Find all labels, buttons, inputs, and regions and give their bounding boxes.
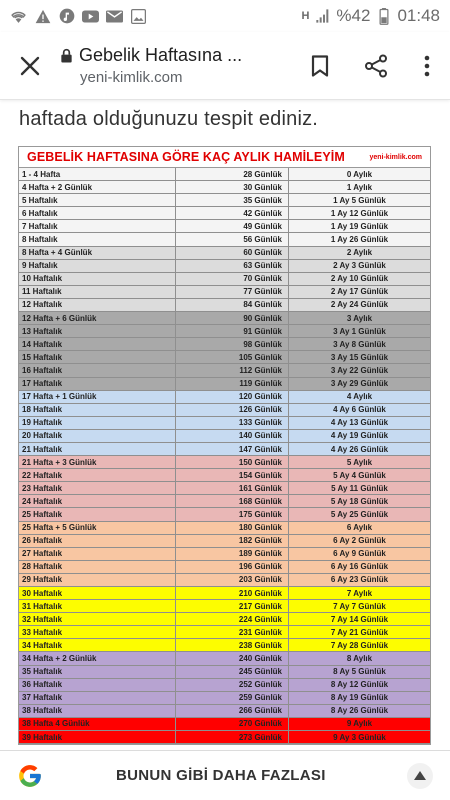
table-row xyxy=(19,286,430,299)
days-cell: 238 Günlük xyxy=(176,639,289,651)
week-cell: 27 Haftalık xyxy=(19,548,176,560)
months-cell: 7 Ay 7 Günlük xyxy=(333,601,386,611)
week-cell: 12 Haftalık xyxy=(19,299,176,311)
week-cell: 38 Hafta 4 Günlük xyxy=(19,718,176,730)
months-cell: 7 Ay 21 Günlük xyxy=(330,627,389,637)
bookmark-button[interactable] xyxy=(292,32,348,100)
week-cell: 12 Hafta + 6 Günlük xyxy=(19,312,176,324)
days-cell: 224 Günlük xyxy=(176,613,289,625)
table-row xyxy=(19,666,430,679)
months-cell: 6 Ay 9 Günlük xyxy=(333,549,386,559)
table-row xyxy=(19,652,430,665)
days-cell: 63 Günlük xyxy=(176,260,289,272)
months-cell: 6 Ay 23 Günlük xyxy=(330,575,389,585)
table-row xyxy=(19,351,430,364)
week-cell: 34 Haftalık xyxy=(19,639,176,651)
table-row xyxy=(19,391,430,404)
table-row xyxy=(19,705,430,718)
days-cell: 175 Günlük xyxy=(176,508,289,520)
table-row xyxy=(19,443,430,456)
days-cell: 259 Günlük xyxy=(176,692,289,704)
week-cell: 9 Haftalık xyxy=(19,260,176,272)
days-cell: 42 Günlük xyxy=(176,207,289,219)
page-url: yeni-kimlik.com xyxy=(80,69,183,86)
table-row xyxy=(19,639,430,652)
table-row xyxy=(19,456,430,469)
days-cell: 105 Günlük xyxy=(176,351,289,363)
days-cell: 161 Günlük xyxy=(176,482,289,494)
table-row xyxy=(19,718,430,731)
week-cell: 13 Haftalık xyxy=(19,325,176,337)
week-cell: 8 Haftalık xyxy=(19,233,176,245)
youtube-icon xyxy=(82,8,99,25)
months-cell: 3 Ay 8 Günlük xyxy=(333,339,386,349)
days-cell: 168 Günlük xyxy=(176,495,289,507)
days-cell: 270 Günlük xyxy=(176,718,289,730)
table-row xyxy=(19,247,430,260)
week-cell: 23 Haftalık xyxy=(19,482,176,494)
days-cell: 60 Günlük xyxy=(176,247,289,259)
week-cell: 26 Haftalık xyxy=(19,535,176,547)
week-cell: 35 Haftalık xyxy=(19,666,176,678)
table-row xyxy=(19,561,430,574)
more-like-this-bar[interactable] xyxy=(0,750,450,800)
table-row xyxy=(19,312,430,325)
week-cell: 24 Haftalık xyxy=(19,495,176,507)
months-cell: 1 Ay 19 Günlük xyxy=(330,221,389,231)
bookmark-icon xyxy=(311,55,329,77)
months-cell: 0 Aylık xyxy=(346,169,373,179)
months-cell: 3 Aylık xyxy=(346,313,373,323)
table-row xyxy=(19,692,430,705)
days-cell: 273 Günlük xyxy=(176,731,289,743)
notification-icons xyxy=(10,8,147,25)
months-cell: 4 Aylık xyxy=(346,392,373,402)
months-cell: 1 Ay 12 Günlük xyxy=(330,208,389,218)
months-cell: 5 Ay 25 Günlük xyxy=(330,509,389,519)
network-type-label: H xyxy=(301,10,310,22)
months-cell: 8 Ay 12 Günlük xyxy=(330,680,389,690)
months-cell: 9 Aylık xyxy=(346,719,373,729)
months-cell: 3 Ay 29 Günlük xyxy=(330,379,389,389)
week-cell: 10 Haftalık xyxy=(19,273,176,285)
table-row xyxy=(19,482,430,495)
months-cell: 8 Ay 5 Günlük xyxy=(333,667,386,677)
days-cell: 133 Günlük xyxy=(176,417,289,429)
week-cell: 39 Haftalık xyxy=(19,731,176,743)
close-button[interactable] xyxy=(0,32,60,100)
week-cell: 29 Haftalık xyxy=(19,574,176,586)
table-row xyxy=(19,417,430,430)
days-cell: 231 Günlük xyxy=(176,626,289,638)
months-cell: 3 Ay 15 Günlük xyxy=(330,352,389,362)
table-row xyxy=(19,731,430,744)
mail-icon xyxy=(106,8,123,25)
days-cell: 245 Günlük xyxy=(176,666,289,678)
web-content[interactable] xyxy=(0,100,450,750)
week-cell: 1 - 4 Hafta xyxy=(19,168,176,180)
article-text: haftada olduğunuzu tespit ediniz. xyxy=(19,108,319,130)
week-cell: 25 Hafta + 5 Günlük xyxy=(19,522,176,534)
table-row xyxy=(19,299,430,312)
months-cell: 4 Ay 13 Günlük xyxy=(330,418,389,428)
days-cell: 30 Günlük xyxy=(176,181,289,193)
days-cell: 56 Günlük xyxy=(176,233,289,245)
close-icon xyxy=(20,56,40,76)
warning-icon xyxy=(34,8,51,25)
more-like-this-label: BUNUN GİBİ DAHA FAZLASI xyxy=(116,767,326,784)
table-row xyxy=(19,233,430,246)
days-cell: 196 Günlük xyxy=(176,561,289,573)
table-row xyxy=(19,430,430,443)
battery-percent: %42 xyxy=(336,6,371,25)
months-cell: 3 Ay 22 Günlük xyxy=(330,365,389,375)
week-cell: 31 Haftalık xyxy=(19,600,176,612)
months-cell: 4 Ay 26 Günlük xyxy=(330,444,389,454)
page-title: Gebelik Haftasına ... xyxy=(79,45,243,65)
week-cell: 16 Haftalık xyxy=(19,364,176,376)
lock-icon xyxy=(60,48,73,63)
days-cell: 154 Günlük xyxy=(176,469,289,481)
months-cell: 2 Ay 10 Günlük xyxy=(330,274,389,284)
days-cell: 180 Günlük xyxy=(176,522,289,534)
days-cell: 147 Günlük xyxy=(176,443,289,455)
days-cell: 217 Günlük xyxy=(176,600,289,612)
week-cell: 32 Haftalık xyxy=(19,613,176,625)
months-cell: 5 Ay 4 Günlük xyxy=(333,470,386,480)
days-cell: 90 Günlük xyxy=(176,312,289,324)
days-cell: 84 Günlük xyxy=(176,299,289,311)
wifi-icon xyxy=(10,8,27,25)
share-icon xyxy=(364,54,388,78)
months-cell: 7 Ay 28 Günlük xyxy=(330,640,389,650)
expand-button[interactable] xyxy=(390,751,450,800)
week-cell: 28 Haftalık xyxy=(19,561,176,573)
table-row xyxy=(19,469,430,482)
months-cell: 6 Aylık xyxy=(346,523,373,533)
months-cell: 2 Ay 3 Günlük xyxy=(333,261,386,271)
week-cell: 17 Haftalık xyxy=(19,378,176,390)
table-row xyxy=(19,181,430,194)
week-cell: 6 Haftalık xyxy=(19,207,176,219)
table-row xyxy=(19,548,430,561)
days-cell: 35 Günlük xyxy=(176,194,289,206)
table-row xyxy=(19,168,430,181)
months-cell: 8 Ay 19 Günlük xyxy=(330,693,389,703)
page-info[interactable] xyxy=(60,45,292,86)
week-cell: 21 Hafta + 3 Günlük xyxy=(19,456,176,468)
months-cell: 2 Ay 17 Günlük xyxy=(330,287,389,297)
days-cell: 91 Günlük xyxy=(176,325,289,337)
clock-time: 01:48 xyxy=(397,6,440,25)
signal-icon xyxy=(314,8,331,25)
week-cell: 11 Haftalık xyxy=(19,286,176,298)
months-cell: 9 Ay 3 Günlük xyxy=(333,732,386,742)
months-cell: 2 Ay 24 Günlük xyxy=(330,300,389,310)
table-row xyxy=(19,600,430,613)
table-row xyxy=(19,325,430,338)
days-cell: 98 Günlük xyxy=(176,338,289,350)
table-row xyxy=(19,404,430,417)
table-header xyxy=(19,147,430,168)
week-cell: 20 Haftalık xyxy=(19,430,176,442)
days-cell: 119 Günlük xyxy=(176,378,289,390)
table-row xyxy=(19,194,430,207)
months-cell: 3 Ay 1 Günlük xyxy=(333,326,386,336)
music-icon xyxy=(58,8,75,25)
table-body xyxy=(19,168,430,744)
months-cell: 5 Aylık xyxy=(346,457,373,467)
table-site-label: yeni-kimlik.com xyxy=(369,153,422,161)
pregnancy-table xyxy=(18,146,431,745)
days-cell: 210 Günlük xyxy=(176,587,289,599)
months-cell: 7 Ay 14 Günlük xyxy=(330,614,389,624)
months-cell: 7 Aylık xyxy=(346,588,373,598)
days-cell: 203 Günlük xyxy=(176,574,289,586)
days-cell: 126 Günlük xyxy=(176,404,289,416)
days-cell: 140 Günlük xyxy=(176,430,289,442)
week-cell: 5 Haftalık xyxy=(19,194,176,206)
status-bar xyxy=(0,0,450,32)
week-cell: 7 Haftalık xyxy=(19,220,176,232)
table-row xyxy=(19,587,430,600)
week-cell: 30 Haftalık xyxy=(19,587,176,599)
days-cell: 182 Günlük xyxy=(176,535,289,547)
days-cell: 70 Günlük xyxy=(176,273,289,285)
days-cell: 28 Günlük xyxy=(176,168,289,180)
week-cell: 4 Hafta + 2 Günlük xyxy=(19,181,176,193)
days-cell: 240 Günlük xyxy=(176,652,289,664)
months-cell: 4 Ay 19 Günlük xyxy=(330,431,389,441)
table-row xyxy=(19,273,430,286)
table-row xyxy=(19,378,430,391)
table-row xyxy=(19,508,430,521)
days-cell: 112 Günlük xyxy=(176,364,289,376)
months-cell: 6 Ay 2 Günlük xyxy=(333,536,386,546)
table-row xyxy=(19,220,430,233)
table-row xyxy=(19,495,430,508)
week-cell: 19 Haftalık xyxy=(19,417,176,429)
days-cell: 252 Günlük xyxy=(176,679,289,691)
battery-icon xyxy=(375,8,392,25)
table-row xyxy=(19,522,430,535)
week-cell: 14 Haftalık xyxy=(19,338,176,350)
table-row xyxy=(19,613,430,626)
week-cell: 15 Haftalık xyxy=(19,351,176,363)
overflow-menu-button[interactable] xyxy=(404,32,450,100)
months-cell: 1 Ay 5 Günlük xyxy=(333,195,386,205)
week-cell: 22 Haftalık xyxy=(19,469,176,481)
days-cell: 266 Günlük xyxy=(176,705,289,717)
table-row xyxy=(19,338,430,351)
months-cell: 1 Ay 26 Günlük xyxy=(330,235,389,245)
table-title: GEBELİK HAFTASINA GÖRE KAÇ AYLIK HAMİLEYİM xyxy=(27,150,345,164)
custom-tab-toolbar xyxy=(0,32,450,100)
days-cell: 189 Günlük xyxy=(176,548,289,560)
week-cell: 37 Haftalık xyxy=(19,692,176,704)
week-cell: 38 Haftalık xyxy=(19,705,176,717)
months-cell: 2 Aylık xyxy=(346,248,373,258)
week-cell: 18 Haftalık xyxy=(19,404,176,416)
days-cell: 150 Günlük xyxy=(176,456,289,468)
table-row xyxy=(19,626,430,639)
days-cell: 120 Günlük xyxy=(176,391,289,403)
more-vert-icon xyxy=(424,55,430,77)
table-row xyxy=(19,679,430,692)
week-cell: 8 Hafta + 4 Günlük xyxy=(19,247,176,259)
months-cell: 5 Ay 18 Günlük xyxy=(330,496,389,506)
system-status xyxy=(301,6,440,26)
week-cell: 25 Haftalık xyxy=(19,508,176,520)
table-row xyxy=(19,364,430,377)
months-cell: 1 Aylık xyxy=(346,182,373,192)
week-cell: 36 Haftalık xyxy=(19,679,176,691)
image-icon xyxy=(130,8,147,25)
days-cell: 49 Günlük xyxy=(176,220,289,232)
months-cell: 4 Ay 6 Günlük xyxy=(333,405,386,415)
months-cell: 6 Ay 16 Günlük xyxy=(330,562,389,572)
table-row xyxy=(19,207,430,220)
months-cell: 8 Aylık xyxy=(346,654,373,664)
months-cell: 5 Ay 11 Günlük xyxy=(331,483,388,493)
week-cell: 21 Haftalık xyxy=(19,443,176,455)
triangle-up-icon xyxy=(414,771,426,780)
table-row xyxy=(19,574,430,587)
table-row xyxy=(19,260,430,273)
days-cell: 77 Günlük xyxy=(176,286,289,298)
months-cell: 8 Ay 26 Günlük xyxy=(330,706,389,716)
week-cell: 34 Hafta + 2 Günlük xyxy=(19,652,176,664)
week-cell: 33 Haftalık xyxy=(19,626,176,638)
share-button[interactable] xyxy=(348,32,404,100)
google-logo-icon xyxy=(0,751,60,800)
week-cell: 17 Hafta + 1 Günlük xyxy=(19,391,176,403)
table-row xyxy=(19,535,430,548)
